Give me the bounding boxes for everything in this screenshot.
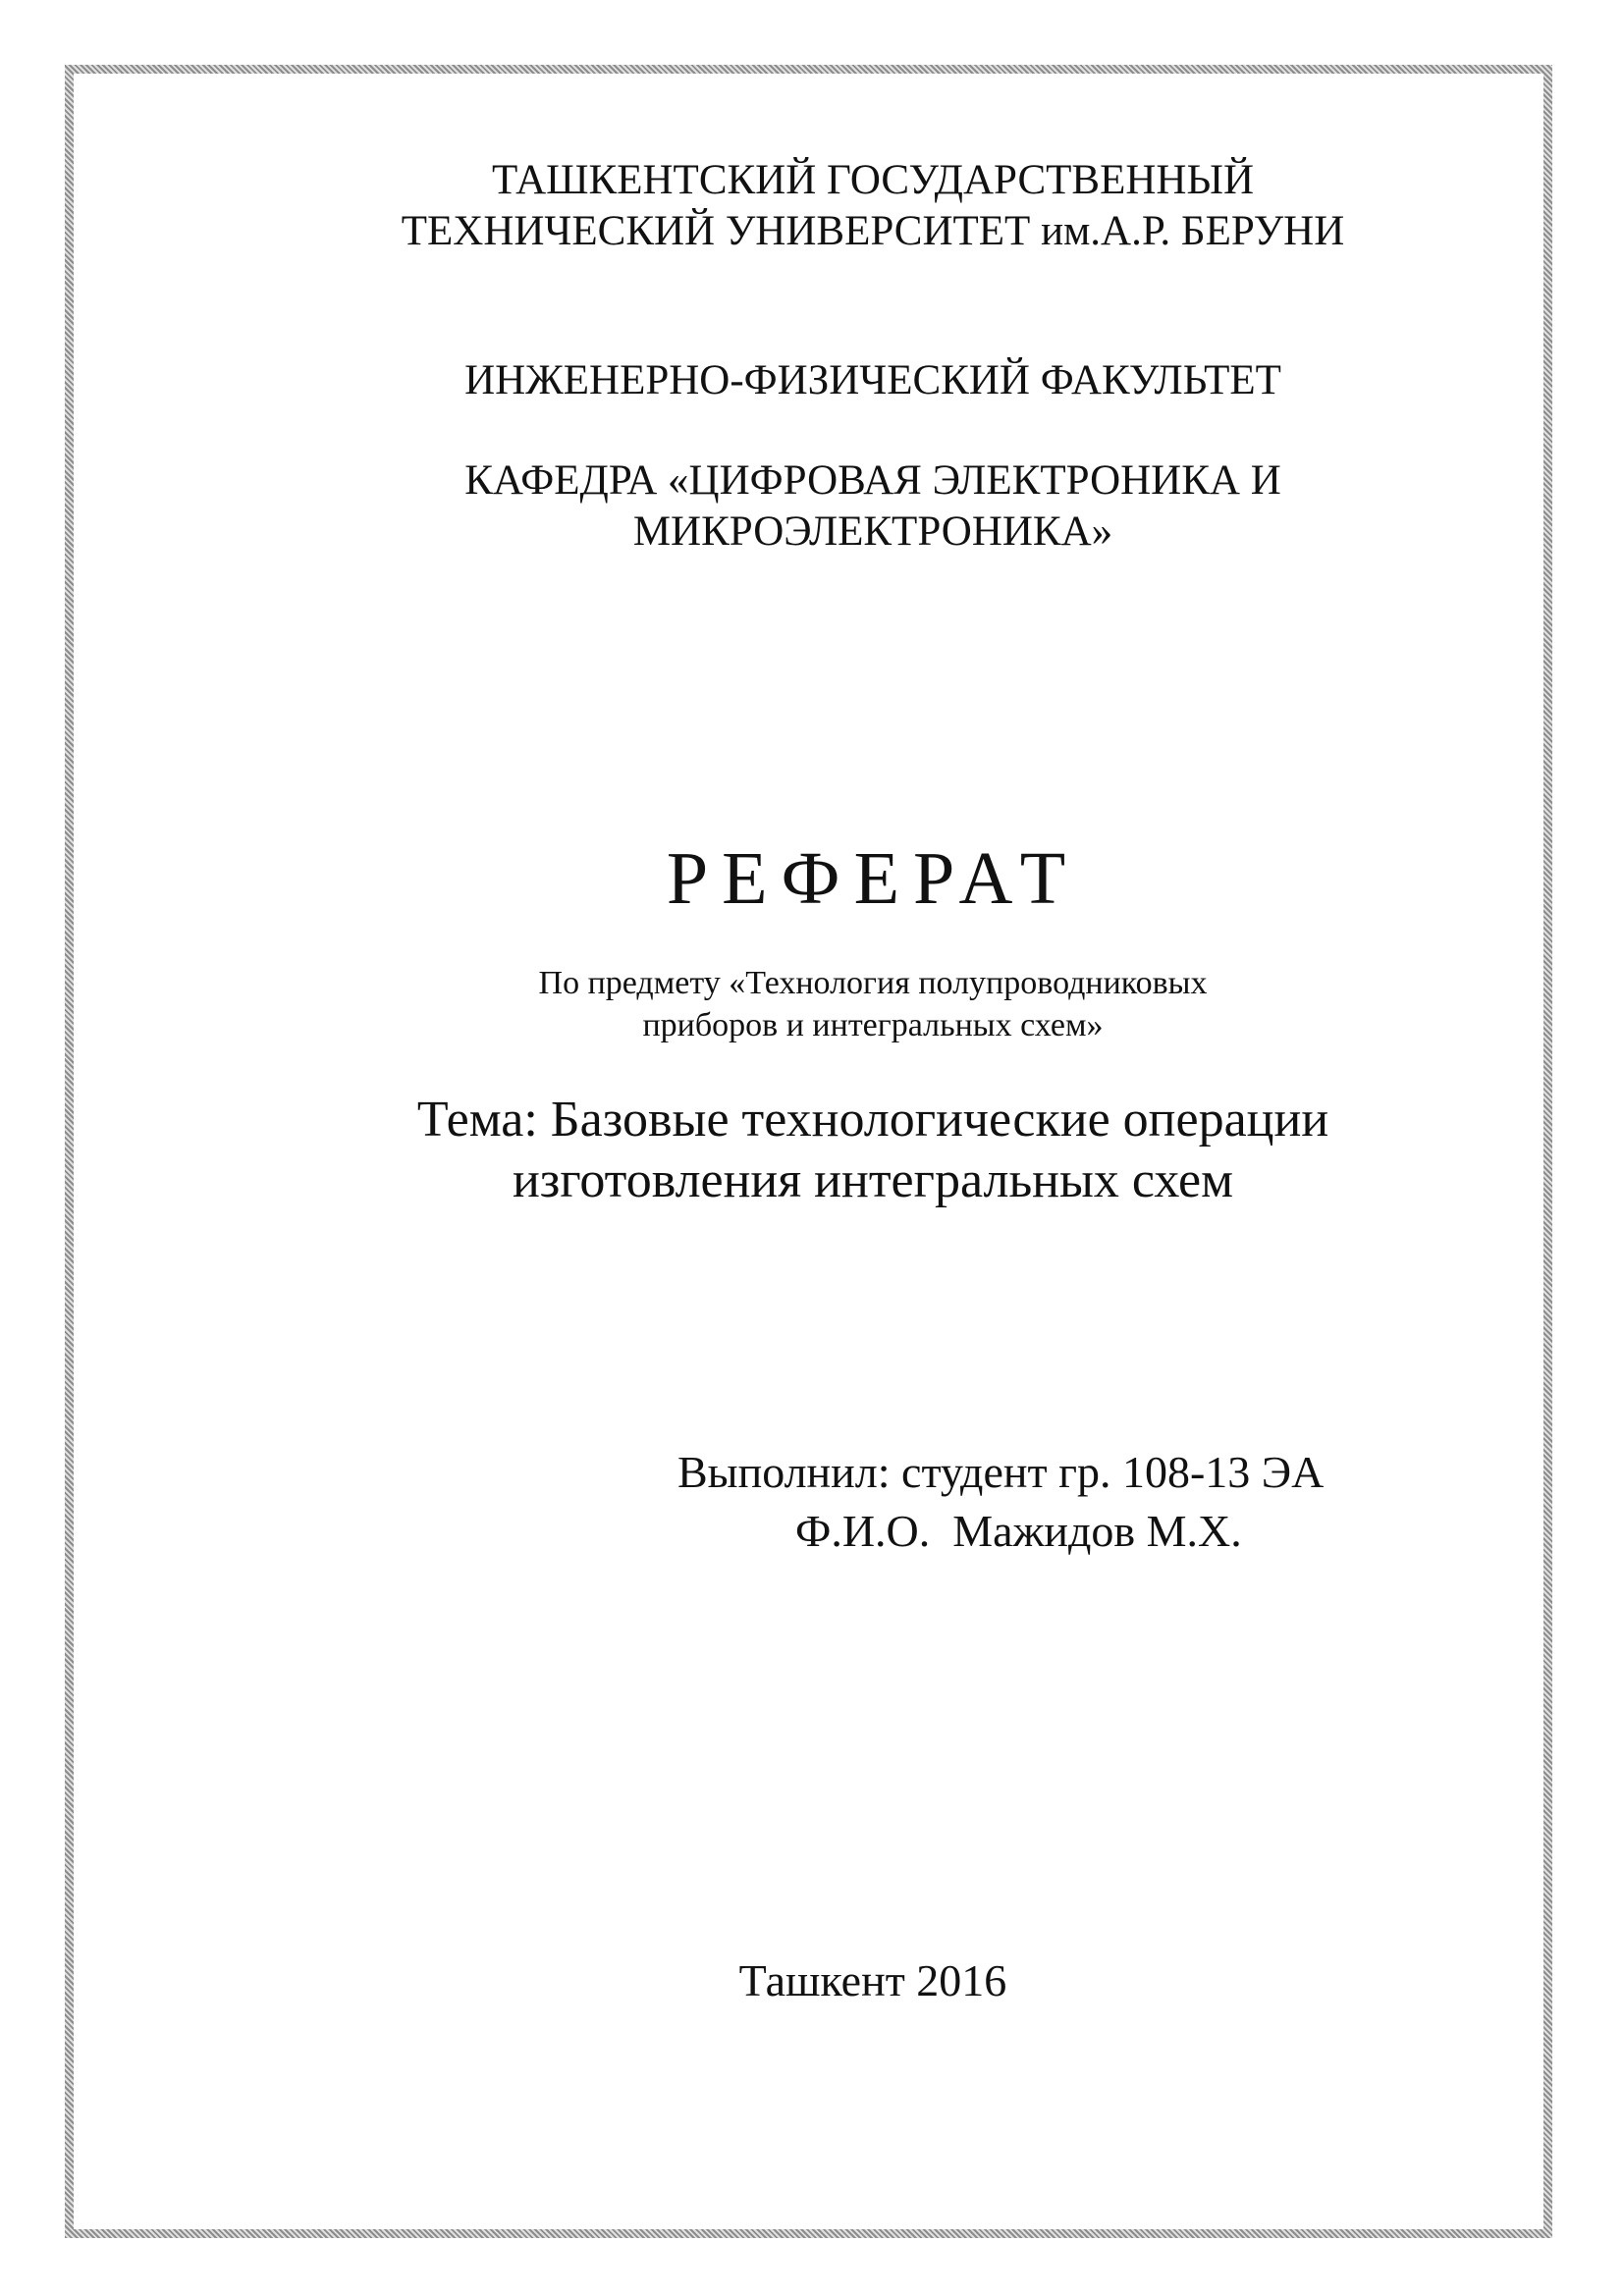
university-name-line-2: ТЕХНИЧЕСКИЙ УНИВЕРСИТЕТ им.А.Р. БЕРУНИ xyxy=(401,208,1345,254)
subject-line-2: приборов и интегральных схем» xyxy=(642,1007,1104,1043)
topic-heading xyxy=(0,1090,1623,1211)
author-block xyxy=(677,1443,1324,1561)
department-name xyxy=(0,455,1623,558)
subject-heading xyxy=(0,962,1623,1046)
department-name-line-1: КАФЕДРА «ЦИФРОВАЯ ЭЛЕКТРОНИКА И xyxy=(464,457,1281,504)
university-name-line-1: ТАШКЕНТСКИЙ ГОСУДАРСТВЕННЫЙ xyxy=(492,157,1254,203)
subject-line-1: По предмету «Технология полупроводниковых xyxy=(538,965,1208,1001)
document-type-title xyxy=(0,834,1623,923)
author-group-line: Выполнил: студент гр. 108-13 ЭА xyxy=(677,1447,1325,1497)
topic-line-1: Тема: Базовые технологические операции xyxy=(416,1092,1329,1148)
faculty-name-text: ИНЖЕНЕРНО-ФИЗИЧЕСКИЙ ФАКУЛЬТЕТ xyxy=(464,357,1281,403)
city-year xyxy=(0,1953,1623,2008)
document-type-text: РЕФЕРАТ xyxy=(666,837,1080,920)
topic-line-2: изготовления интегральных схем xyxy=(512,1152,1234,1208)
city-year-text: Ташкент 2016 xyxy=(738,1955,1007,2005)
author-name-line: Ф.И.О. Мажидов М.Х. xyxy=(795,1506,1242,1556)
faculty-name xyxy=(0,355,1623,406)
department-name-line-2: МИКРОЭЛЕКТРОНИКА» xyxy=(632,508,1113,555)
university-name xyxy=(0,155,1623,257)
